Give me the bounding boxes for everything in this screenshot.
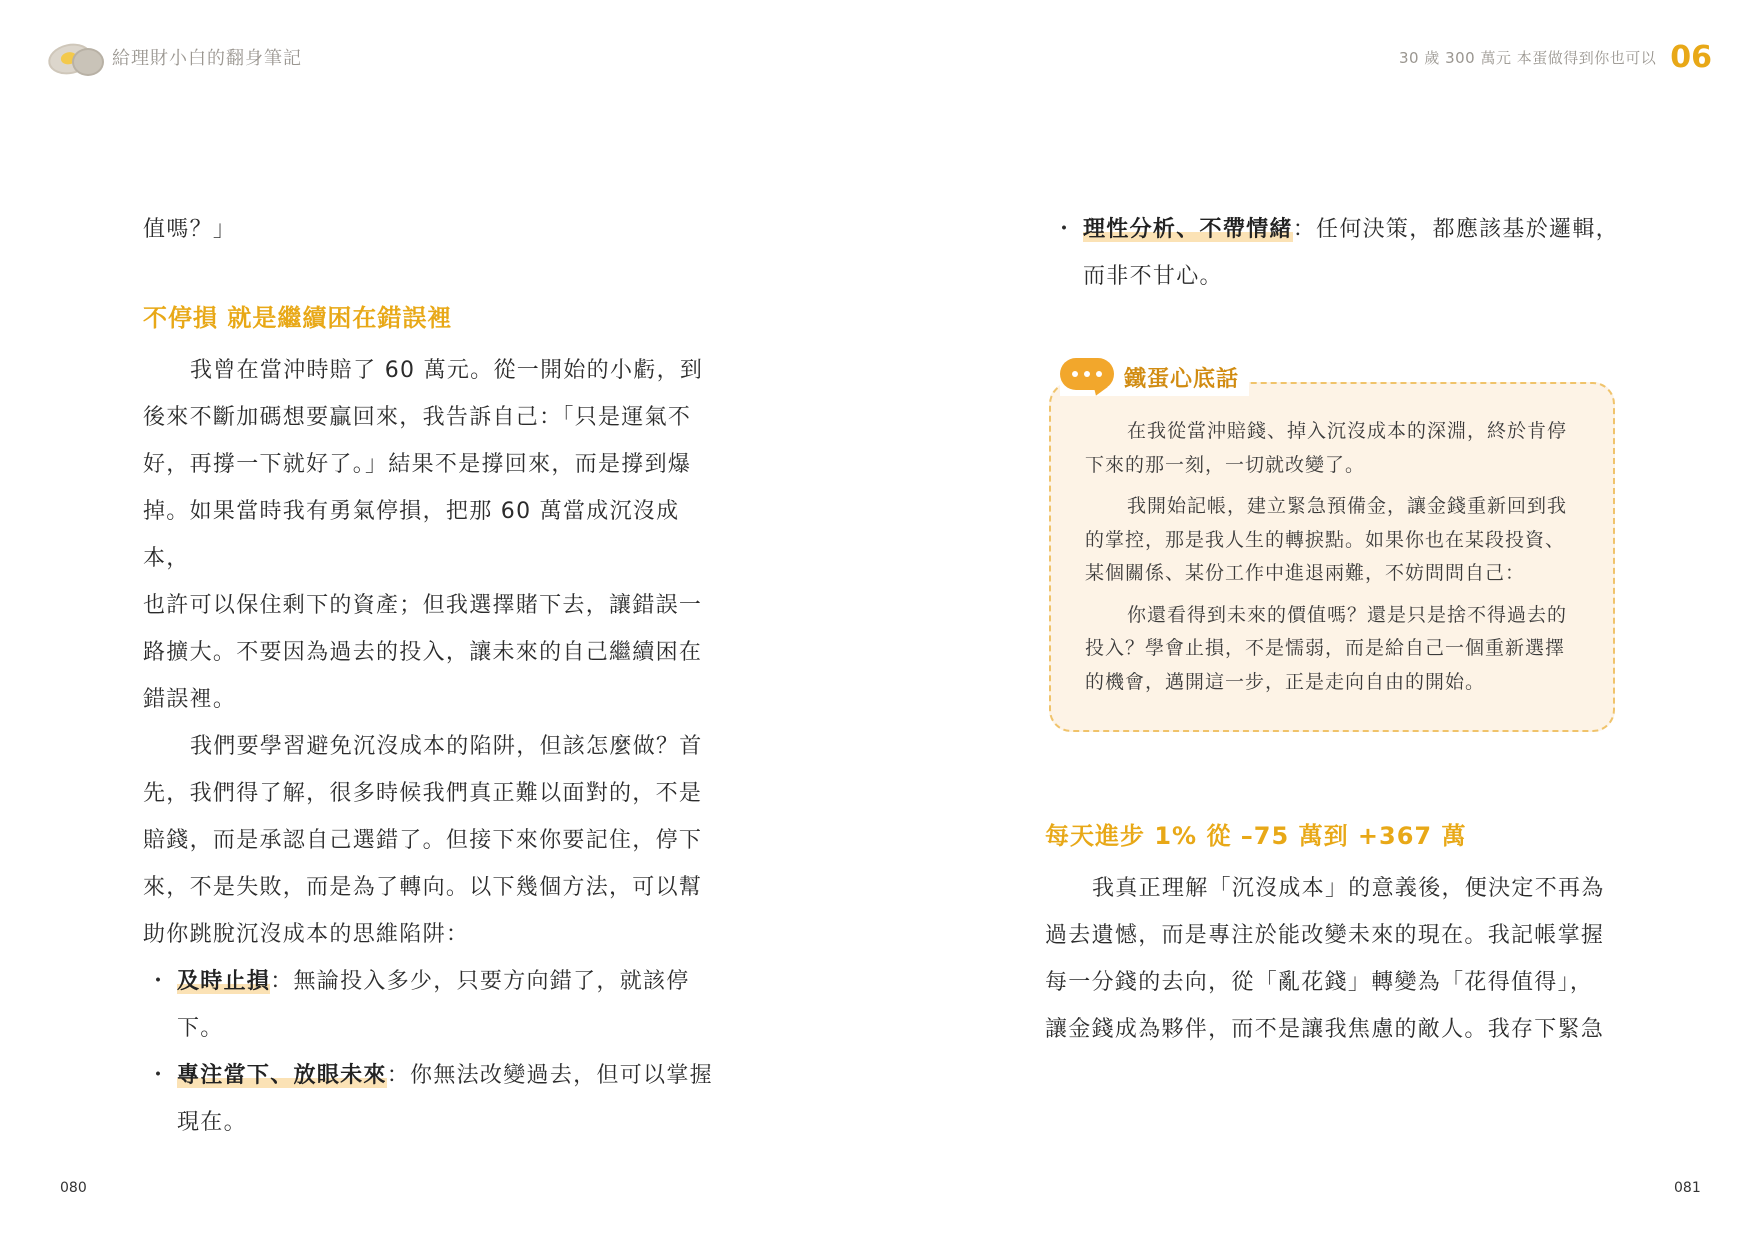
egg-logo-icon (48, 40, 102, 74)
continuation-text: 值嗎？」 (143, 217, 237, 242)
speech-bubble-icon (1060, 358, 1114, 396)
page-number-right: 081 (1674, 1180, 1701, 1196)
text-line: 賠錢，而是承認自己選錯了。但接下來你要記住，停下 (143, 828, 703, 853)
bullet-item (1049, 206, 1649, 300)
bullet-term: 專注當下 (177, 1063, 271, 1088)
bullet-dot: ・ (147, 1063, 171, 1088)
callout-header (1060, 358, 1249, 396)
callout-line: 投入？學會止損，不是懦弱，而是給自己一個重新選擇 (1085, 637, 1566, 659)
right-paragraph (1045, 865, 1625, 1053)
text-line: 好，再撐一下就好了。」結果不是撐回來，而是撐到爆 (143, 452, 692, 477)
section-heading: 不停損 就是繼續困在錯誤裡 (143, 304, 453, 332)
bullet-text: ：任何決策，都應該基於邏輯， (1292, 217, 1619, 242)
text-line: 來，不是失敗，而是為了轉向。以下幾個方法，可以幫 (143, 875, 703, 900)
text-line: 過去遺憾，而是專注於能改變未來的現在。我記帳掌握 (1045, 923, 1605, 948)
bullet-term: 放眼未來 (293, 1063, 387, 1088)
callout-line: 在我從當沖賠錢、掉入沉沒成本的深淵，終於肯停 (1127, 420, 1568, 442)
callout-line: 下來的那一刻，一切就改變了。 (1085, 453, 1366, 476)
bullet-item (143, 1052, 715, 1146)
text-line: 路擴大。不要因為過去的投入，讓未來的自己繼續困在 (143, 640, 703, 665)
text-line: 錯誤裡。 (143, 687, 237, 712)
text-line: 我真正理解「沉沒成本」的意義後，便決定不再為 (1092, 876, 1605, 901)
bullet-term: 不帶情緒 (1199, 217, 1293, 242)
text-line: 我曾在當沖時賠了 60 萬元。從一開始的小虧，到 (190, 358, 704, 383)
callout-title: 鐵蛋心底話 (1124, 366, 1240, 392)
left-paragraph-1 (143, 347, 715, 1146)
bullet-term: 理性分析 (1083, 217, 1177, 242)
text-line: 掉。如果當時我有勇氣停損，把那 60 萬當成沉沒成本， (143, 499, 680, 571)
bullet-dot: ・ (1053, 217, 1077, 242)
text-line: 先，我們得了解，很多時候我們真正難以面對的，不是 (143, 781, 703, 806)
callout-line: 我開始記帳，建立緊急預備金，讓金錢重新回到我 (1127, 495, 1568, 517)
text-line: 我們要學習避免沉沒成本的陷阱，但該怎麼做？首 (190, 734, 703, 759)
text-line: 每一分錢的去向，從「亂花錢」轉變為「花得值得」， (1045, 970, 1594, 995)
right-section-heading-block (1045, 816, 1625, 856)
bullet-text-continued: 現在。 (177, 1110, 247, 1135)
callout-line: 的機會，邁開這一步，正是走向自由的開始。 (1085, 670, 1486, 693)
running-head-text: 30 歲 300 萬元 本蛋做得到你也可以 (1398, 49, 1657, 67)
text-line: 助你跳脫沉沒成本的思維陷阱： (143, 922, 470, 947)
brand-title: 給理財小白的翻身筆記 (112, 48, 302, 69)
bullet-text-continued: 而非不甘心。 (1083, 264, 1223, 289)
left-section-heading-block (143, 298, 715, 338)
text-line: 後來不斷加碼想要贏回來，我告訴自己：「只是運氣不 (143, 405, 692, 430)
bullet-term-separator: 、 (270, 1063, 294, 1088)
section-heading: 每天進步 1% 從 –75 萬到 +367 萬 (1045, 822, 1467, 850)
callout-line: 某個關係、某份工作中進退兩難，不妨問問自己： (1085, 562, 1526, 584)
running-head (1399, 40, 1712, 75)
bullet-item (143, 958, 715, 1052)
left-text-column (143, 206, 715, 253)
bullet-dot: ・ (147, 969, 171, 994)
callout-line: 的掌控，那是我人生的轉捩點。如果你也在某段投資、 (1085, 528, 1566, 551)
chapter-number: 06 (1670, 40, 1712, 75)
callout-text (1085, 415, 1595, 699)
bullet-term: 及時止損 (177, 969, 271, 994)
brand (48, 40, 302, 74)
callout-line: 你還看得到未來的價值嗎？還是只是捨不得過去的 (1127, 603, 1568, 626)
text-line: 讓金錢成為夥伴，而不是讓我焦慮的敵人。我存下緊急 (1045, 1017, 1605, 1042)
bullet-text: ：你無法改變過去，但可以掌握 (386, 1063, 713, 1088)
bullet-text: ：無論投入多少，只要方向錯了，就該停下。 (177, 969, 690, 1041)
page-number-left: 080 (60, 1180, 87, 1196)
right-bullet-block (1049, 206, 1649, 300)
text-line: 也許可以保住剩下的資產；但我選擇賭下去，讓錯誤一 (143, 593, 703, 618)
bullet-term-separator: 、 (1176, 217, 1200, 242)
